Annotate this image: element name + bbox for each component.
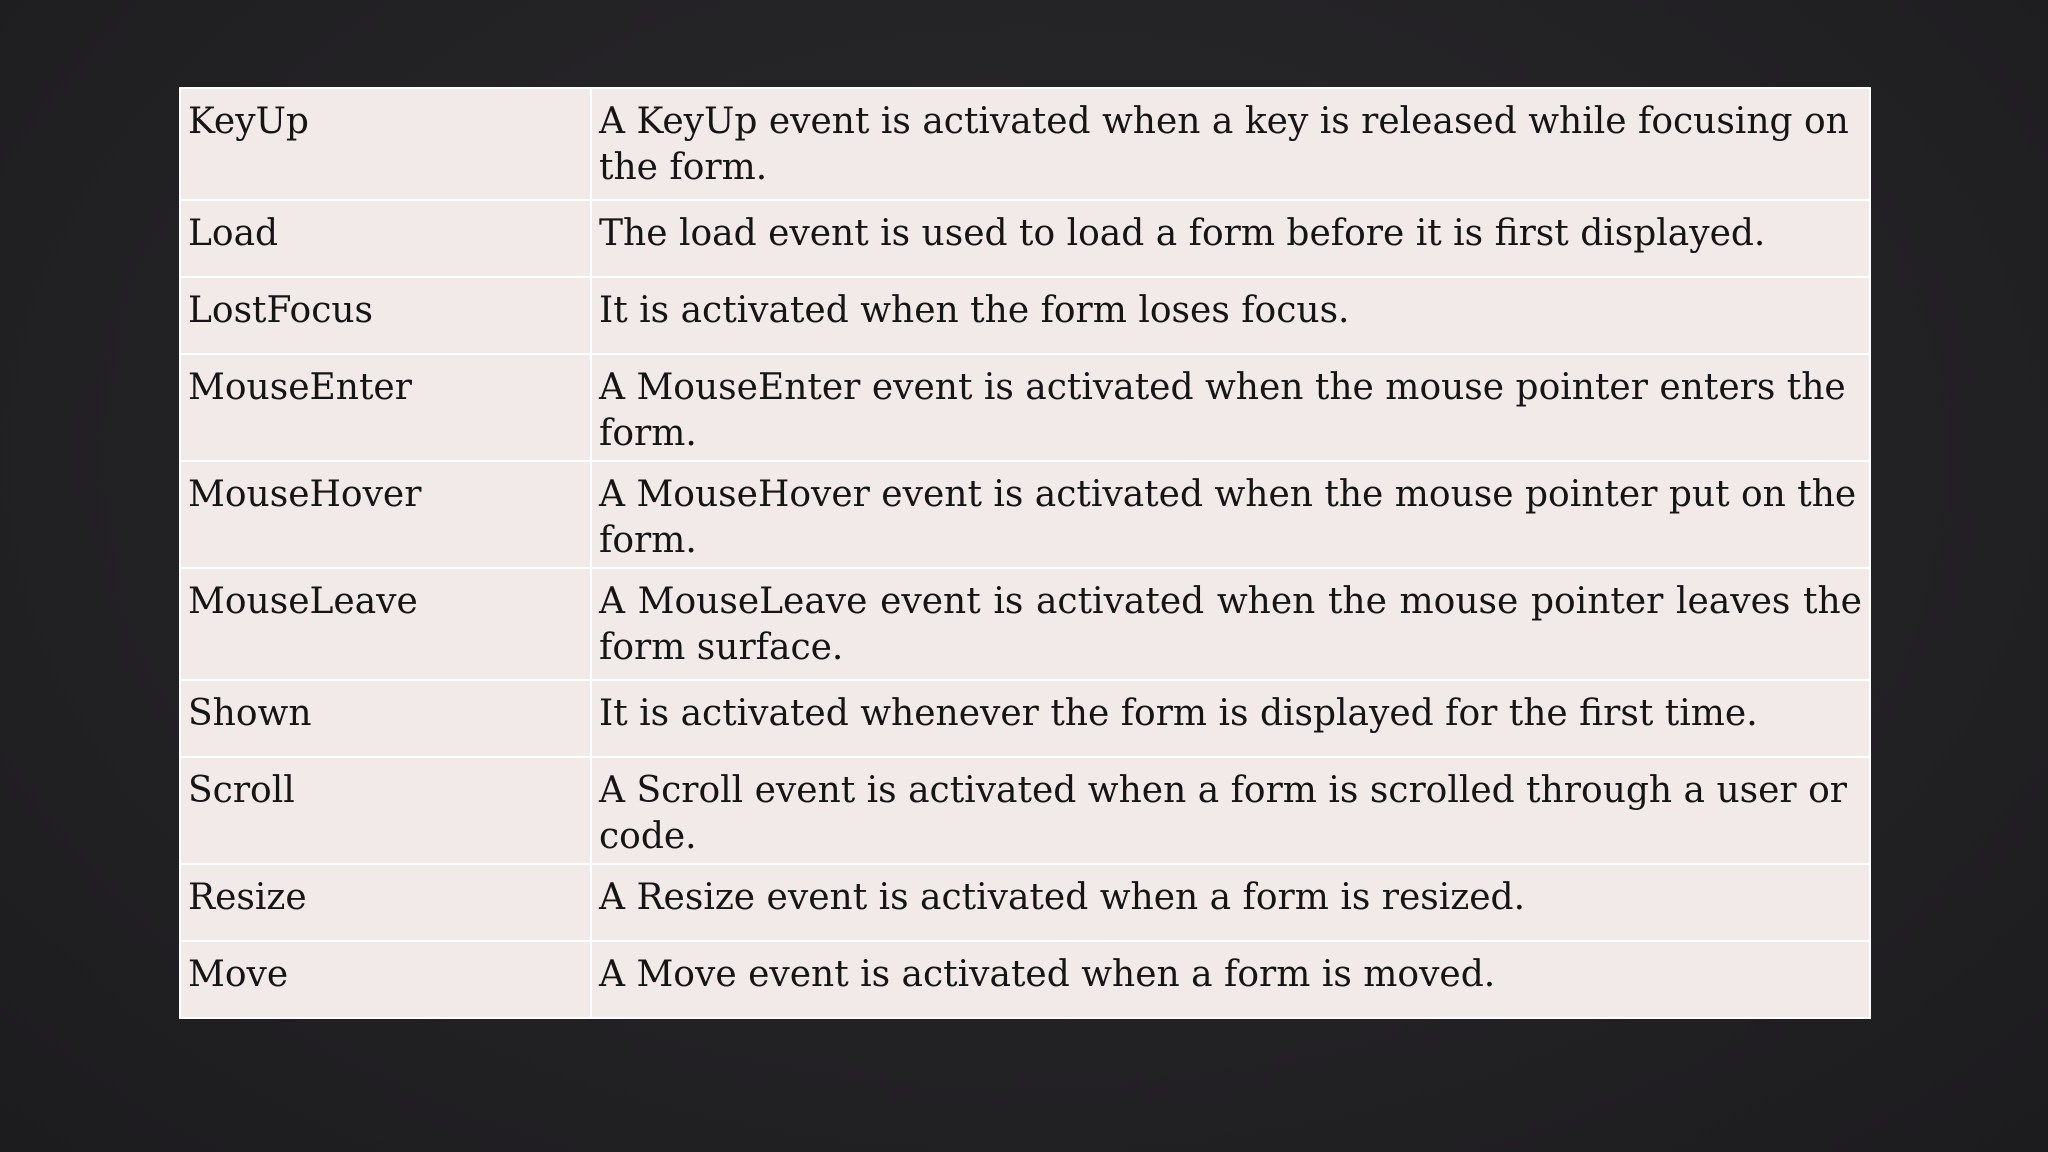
event-description-cell: A MouseEnter event is activated when the mouse pointer enters the form. xyxy=(591,354,1870,461)
event-description-cell: It is activated whenever the form is displayed for the first time. xyxy=(591,680,1870,757)
event-name-cell: MouseHover xyxy=(180,461,591,568)
event-name-cell: Resize xyxy=(180,864,591,941)
event-description-cell: A Scroll event is activated when a form is scrolled through a user or code. xyxy=(591,757,1870,864)
table-row xyxy=(180,277,1870,354)
table-row xyxy=(180,864,1870,941)
table-row xyxy=(180,568,1870,680)
table-row xyxy=(180,200,1870,277)
event-name-cell: Move xyxy=(180,941,591,1018)
table-row xyxy=(180,680,1870,757)
event-description-cell: A MouseHover event is activated when the mouse pointer put on the form. xyxy=(591,461,1870,568)
event-description-cell: The load event is used to load a form before it is first displayed. xyxy=(591,200,1870,277)
table-row xyxy=(180,941,1870,1018)
event-description-cell: It is activated when the form loses focus. xyxy=(591,277,1870,354)
table-row xyxy=(180,461,1870,568)
table-row xyxy=(180,757,1870,864)
event-name-cell: Shown xyxy=(180,680,591,757)
event-description-cell: A Resize event is activated when a form is resized. xyxy=(591,864,1870,941)
event-description-cell: A Move event is activated when a form is moved. xyxy=(591,941,1870,1018)
event-name-cell: LostFocus xyxy=(180,277,591,354)
event-description-cell: A MouseLeave event is activated when the mouse pointer leaves the form surface. xyxy=(591,568,1870,680)
event-name-cell: MouseEnter xyxy=(180,354,591,461)
table-row xyxy=(180,88,1870,200)
event-name-cell: Scroll xyxy=(180,757,591,864)
events-table xyxy=(179,87,1871,1019)
event-name-cell: Load xyxy=(180,200,591,277)
event-description-cell: A KeyUp event is activated when a key is released while focusing on the form. xyxy=(591,88,1870,200)
event-name-cell: MouseLeave xyxy=(180,568,591,680)
event-name-cell: KeyUp xyxy=(180,88,591,200)
table-row xyxy=(180,354,1870,461)
